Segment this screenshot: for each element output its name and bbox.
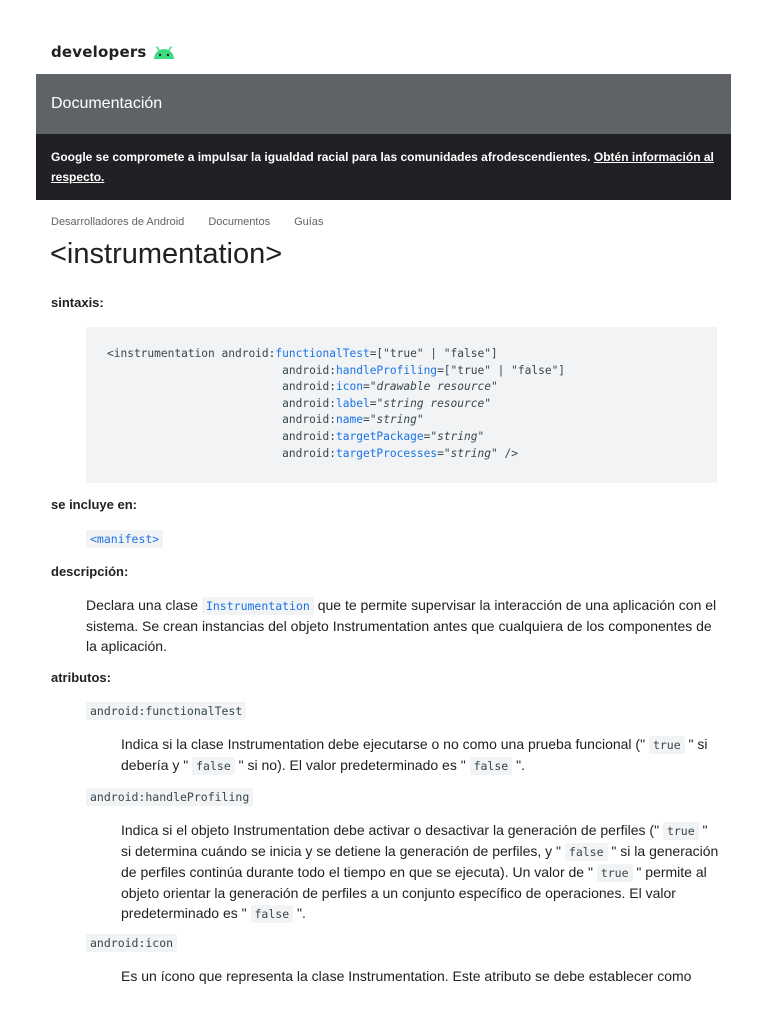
logo-text: developers bbox=[51, 43, 147, 61]
text-segment: ". bbox=[293, 905, 306, 921]
attribute-description-handleprofiling bbox=[121, 820, 721, 924]
code-attribute: functionalTest bbox=[275, 347, 370, 360]
syntax-label: sintaxis: bbox=[51, 295, 104, 310]
banner-text: Google se compromete a impulsar la igualdad racial para las comunidades afrodescendientes. bbox=[51, 150, 594, 164]
manifest-link-wrapper bbox=[86, 530, 163, 548]
code-attribute: handleProfiling bbox=[336, 363, 438, 377]
code-line: android:handleProfiling=["true" | "false"] bbox=[107, 363, 566, 377]
text-segment: " si la generación de perfiles continúa durante todo el tiempo en que se ejecuta). Un valor de " bbox=[121, 843, 719, 880]
section-title[interactable]: Documentación bbox=[51, 95, 163, 112]
code-line: android:label="string resource" bbox=[107, 396, 491, 410]
code-line: <instrumentation android:functionalTest=["true" | "false"] bbox=[107, 347, 498, 360]
inline-code-value: false bbox=[192, 757, 235, 775]
attribute-name-functionaltest bbox=[86, 702, 246, 720]
attribute-name-handleprofiling bbox=[86, 788, 253, 806]
attribute-description-icon bbox=[121, 966, 721, 986]
section-header-bar bbox=[36, 74, 731, 134]
code-line: android:targetPackage="string" bbox=[107, 429, 485, 443]
inline-code-value: true bbox=[649, 736, 685, 754]
text-segment: " permite al objeto orientar la generación de perfiles a un conjunto específico de operaciones. El valor predeterminado es " bbox=[121, 864, 707, 921]
banner-link[interactable]: Obtén información al respecto. bbox=[51, 150, 714, 184]
code-attribute: targetProcesses bbox=[336, 446, 438, 460]
breadcrumb-item-guides[interactable]: Guías bbox=[294, 216, 324, 228]
code-attribute: icon bbox=[336, 380, 363, 394]
android-head-icon bbox=[152, 44, 176, 60]
description-after: que te permite supervisar la interacción de una aplicación con el sistema. Se crean instancias del objeto Instrumentation antes que cualquiera de los componentes de la aplicación. bbox=[86, 597, 717, 654]
announcement-banner bbox=[36, 134, 731, 200]
inline-code-value: true bbox=[597, 864, 633, 882]
code-attribute: targetPackage bbox=[336, 429, 424, 443]
inline-code-value: true bbox=[663, 822, 699, 840]
breadcrumb-item-android-developers[interactable]: Desarrolladores de Android bbox=[51, 216, 185, 228]
text-segment: " si debería y " bbox=[121, 736, 708, 773]
text-segment: Indica si el objeto Instrumentation debe activar o desactivar la generación de perfiles (" bbox=[121, 822, 663, 838]
text-segment: Es un ícono que representa la clase Instrumentation. Este atributo se debe establecer como bbox=[121, 968, 692, 984]
text-segment: ". bbox=[512, 757, 525, 773]
description-before: Declara una clase bbox=[86, 597, 202, 613]
description-label: descripción: bbox=[51, 564, 129, 579]
breadcrumb-item-docs[interactable]: Documentos bbox=[208, 216, 271, 228]
code-attribute: name bbox=[336, 413, 363, 427]
attribute-code: android:functionalTest bbox=[86, 702, 246, 720]
attribute-description-functionaltest bbox=[121, 734, 721, 776]
description-text bbox=[86, 595, 726, 656]
text-segment: Indica si la clase Instrumentation debe ejecutarse o no como una prueba funcional (" bbox=[121, 736, 649, 752]
inline-code-value: false bbox=[251, 905, 294, 923]
manifest-link[interactable]: <manifest> bbox=[86, 530, 163, 548]
code-line: android:targetProcesses="string" /> bbox=[107, 446, 518, 460]
attribute-name-icon bbox=[86, 934, 177, 952]
attributes-label: atributos: bbox=[51, 670, 111, 685]
code-line: android:icon="drawable resource" bbox=[107, 380, 498, 394]
inline-code-value: false bbox=[470, 757, 513, 775]
inline-code-value: false bbox=[565, 843, 608, 861]
text-segment: " si no). El valor predeterminado es " bbox=[234, 757, 470, 773]
syntax-code-block bbox=[86, 327, 717, 483]
attribute-code: android:handleProfiling bbox=[86, 788, 253, 806]
text-segment: " si determina cuándo se inicia y se detiene la generación de perfiles, y " bbox=[121, 822, 708, 859]
code-attribute: label bbox=[336, 396, 370, 410]
instrumentation-class-link[interactable]: Instrumentation bbox=[202, 597, 314, 615]
attribute-code: android:icon bbox=[86, 934, 177, 952]
page-title: <instrumentation> bbox=[50, 238, 283, 270]
developers-logo[interactable] bbox=[51, 40, 176, 64]
code-line: android:name="string" bbox=[107, 413, 424, 427]
breadcrumb bbox=[51, 216, 347, 228]
included-in-label: se incluye en: bbox=[51, 497, 137, 512]
